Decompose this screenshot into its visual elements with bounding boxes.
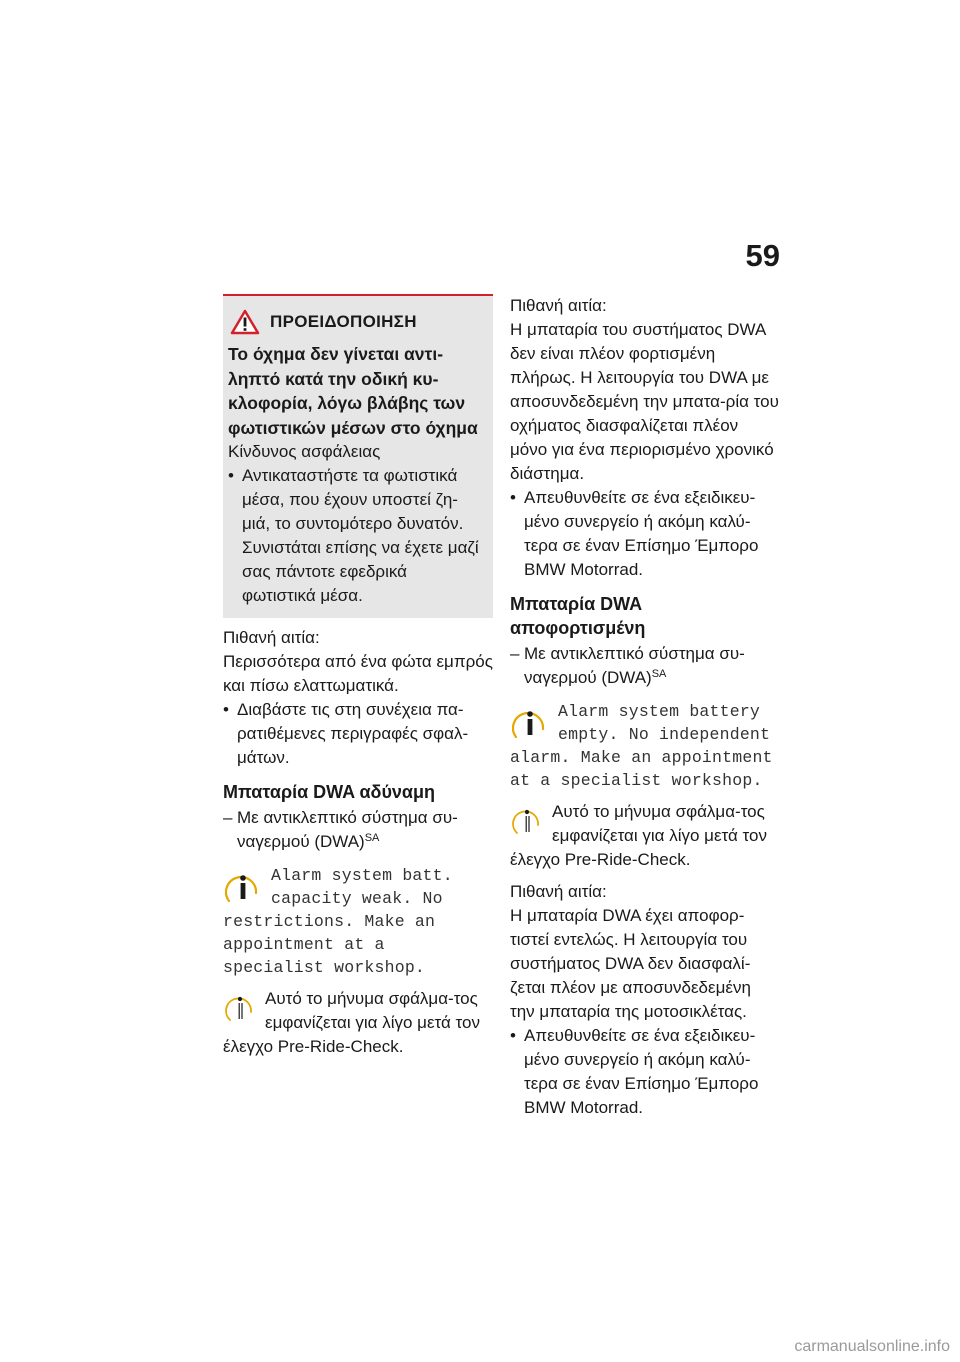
sa-superscript: SA — [651, 668, 667, 680]
warning-box — [223, 294, 493, 618]
cause-bullet-text: Απευθυνθείτε σε ένα εξειδικευ-μένο συνεργείο ή ακόμη καλύ-τερα σε έναν Επίσημο Έμπορο BMW Motorrad. — [524, 488, 759, 579]
info-note — [223, 987, 493, 1059]
cause-text: Η μπαταρία του συστήματος DWA δεν είναι πλέον φορτισμένη πλήρως. Η λειτουργία του DWA με αποσυνδεδεμένη την μπατα-ρία του οχήματος διασφαλίζεται πλέον μόνο για ένα περιορισμένο χρονικό διάστημα. — [510, 320, 779, 483]
display-message: Alarm system batt. capacity weak. No restrictions. Make an appointment at a specialist workshop. — [223, 866, 453, 977]
section-title: Μπαταρία DWA αποφορτισμένη — [510, 594, 646, 638]
cause-label: Πιθανή αιτία: — [510, 296, 607, 315]
cause-text-2: Η μπαταρία DWA έχει αποφορ-τιστεί εντελώς. Η λειτουργία του συστήματος DWA δεν διασφαλί-ζεται πλέον με αποσυνδεδεμένη την μπαταρία της μοτοσικλέτας. — [510, 906, 751, 1021]
sa-superscript: SA — [364, 832, 380, 844]
section-title: Μπαταρία DWA αδύναμη — [223, 782, 436, 802]
cause-label-2: Πιθανή αιτία: — [510, 882, 607, 901]
warning-title: Το όχημα δεν γίνεται αντι-ληπτό κατά την οδική κυ-κλοφορία, λόγω βλάβης των φωτιστικών μέσων στο όχημα — [228, 344, 478, 438]
cause-bullet-2: • Απευθυνθείτε σε ένα εξειδικευ-μένο συνεργείο ή ακόμη καλύ-τερα σε έναν Επίσημο Έμπορο BMW Motorrad. — [510, 1024, 780, 1120]
info-icon — [512, 705, 548, 739]
cause-text: Περισσότερα από ένα φώτα εμπρός και πίσω ελαττωματικά. — [223, 652, 493, 695]
cause-bullet: • Διαβάστε τις στη συνέχεια πα-ρατιθέμενες περιγραφές σφαλ-μάτων. — [223, 698, 493, 770]
dash-item: – Με αντικλεπτικό σύστημα συ-ναγερμού (DWA)$^{SA}$ — [223, 808, 458, 851]
warning-bullet-text: Αντικαταστήστε τα φωτιστικά μέσα, που έχουν υποστεί ζη-μιά, το συντομότερο δυνατόν. Συνιστάται επίσης να έχετε μαζί σας πάντοτε εφεδρικά φωτιστικά μέσα. — [242, 466, 479, 605]
display-message-block — [510, 700, 780, 792]
warning-label: ΠΡΟΕΙΔΟΠΟΙΗΣΗ — [270, 312, 417, 331]
left-column — [223, 294, 493, 1059]
page-number: 59 — [745, 238, 780, 273]
dash-text: Με αντικλεπτικό σύστημα συ-ναγερμού (DWA) — [237, 808, 458, 851]
display-message-block — [223, 864, 493, 979]
dash-item: – Με αντικλεπτικό σύστημα συ-ναγερμού (DWA)$^{SA}$ — [510, 644, 745, 687]
dash-text: Με αντικλεπτικό σύστημα συ-ναγερμού (DWA) — [524, 644, 745, 687]
warning-subtitle: Κίνδυνος ασφάλειας — [228, 442, 381, 461]
info-note-text: Αυτό το μήνυμα σφάλμα-τος εμφανίζεται για λίγο μετά τον έλεγχο Pre-Ride-Check. — [510, 802, 767, 869]
warning-header — [228, 309, 483, 335]
info-note — [510, 800, 780, 872]
display-message: Alarm system battery empty. No independent alarm. Make an appointment at a specialist workshop. — [510, 702, 773, 790]
info-icon — [512, 803, 542, 837]
right-column — [510, 294, 780, 1120]
info-icon — [225, 990, 255, 1024]
info-note-text: Αυτό το μήνυμα σφάλμα-τος εμφανίζεται για λίγο μετά τον έλεγχο Pre-Ride-Check. — [223, 989, 480, 1056]
cause-label: Πιθανή αιτία: — [223, 628, 320, 647]
footer-watermark: carmanualsonline.info — [794, 1338, 950, 1355]
cause-bullet: • Απευθυνθείτε σε ένα εξειδικευ-μένο συνεργείο ή ακόμη καλύ-τερα σε έναν Επίσημο Έμπορο BMW Motorrad. — [510, 486, 780, 582]
info-icon — [225, 869, 261, 903]
warning-triangle-icon — [230, 309, 260, 335]
cause-bullet-text: Διαβάστε τις στη συνέχεια πα-ρατιθέμενες περιγραφές σφαλ-μάτων. — [237, 700, 469, 767]
warning-bullet: • Αντικαταστήστε τα φωτιστικά μέσα, που έχουν υποστεί ζη-μιά, το συντομότερο δυνατόν. Συνιστάται επίσης να έχετε μαζί σας πάντοτε εφεδρικά φωτιστικά μέσα. — [228, 464, 483, 608]
cause-bullet-text-2: Απευθυνθείτε σε ένα εξειδικευ-μένο συνεργείο ή ακόμη καλύ-τερα σε έναν Επίσημο Έμπορο BMW Motorrad. — [524, 1026, 759, 1117]
